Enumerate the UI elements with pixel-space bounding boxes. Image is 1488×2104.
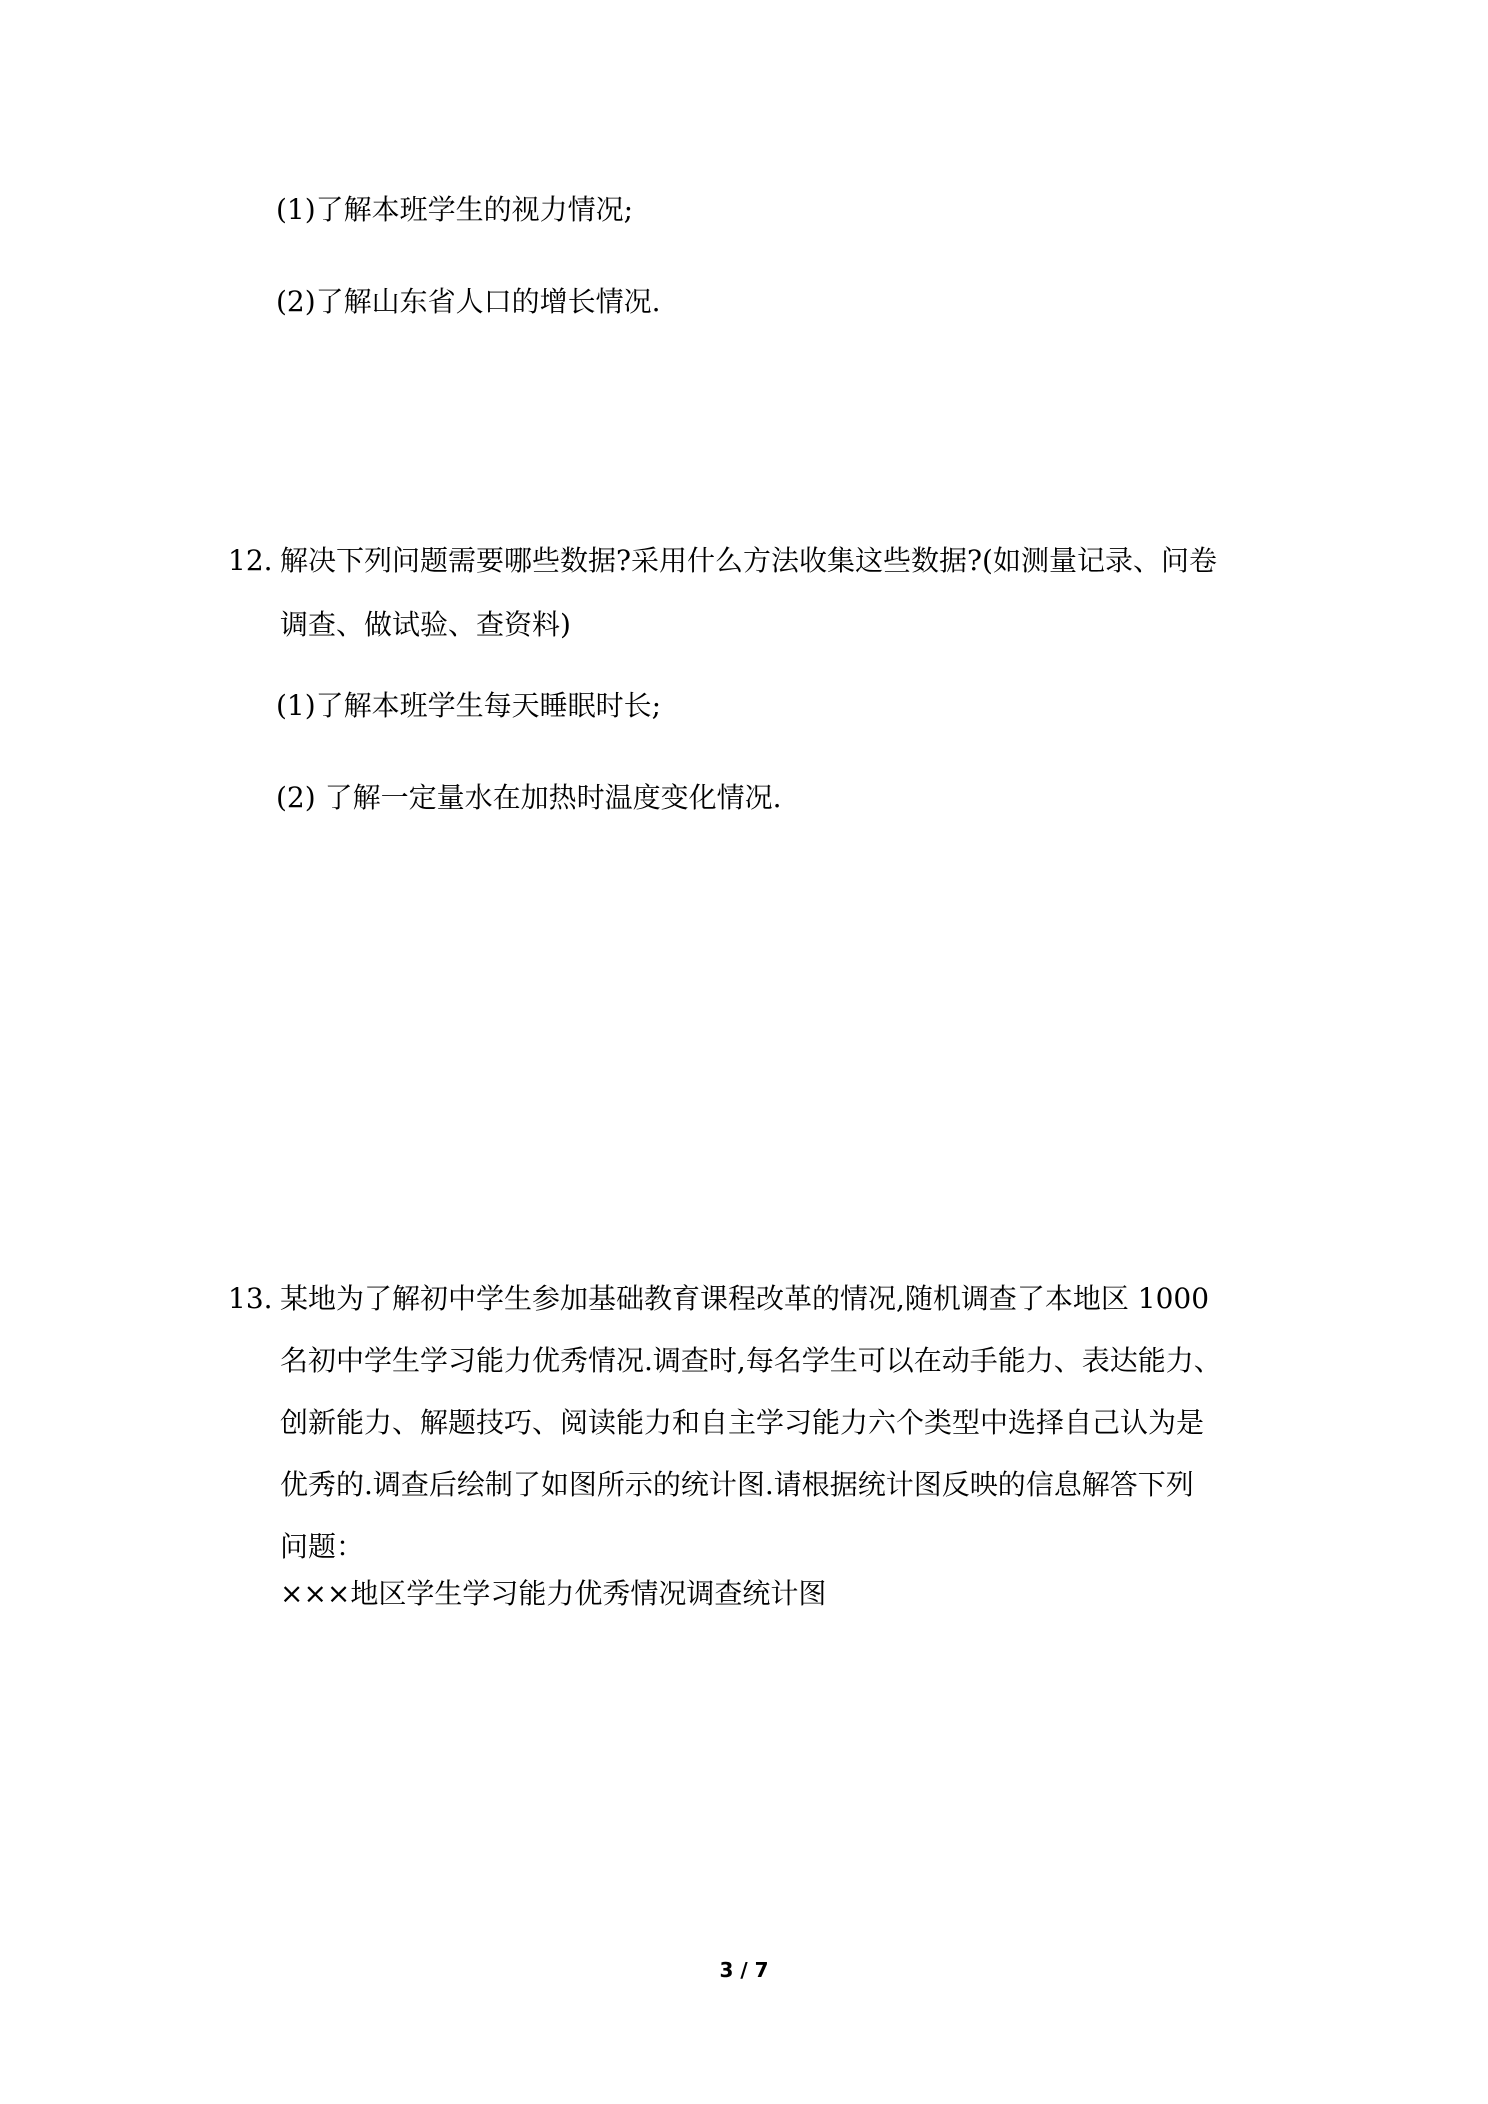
q13-stem-line-1: 某地为了解初中学生参加基础教育课程改革的情况,随机调查了本地区 1000 [280,1282,1210,1315]
q13-stem-line-5: 问题： [280,1530,365,1563]
q13-stem-line-3: 创新能力、解题技巧、阅读能力和自主学习能力六个类型中选择自己认为是 [280,1406,1205,1439]
q12-item-2: (2) 了解一定量水在加热时温度变化情况. [276,781,782,814]
q12-stem-line-2: 调查、做试验、查资料) [280,608,571,641]
q12-number: 12. [228,544,273,577]
q12-stem-line-1: 解决下列问题需要哪些数据?采用什么方法收集这些数据?(如测量记录、问卷 [280,544,1217,577]
q13-stem-line-4: 优秀的.调查后绘制了如图所示的统计图.请根据统计图反映的信息解答下列 [280,1468,1194,1501]
q13-stem-line-2: 名初中学生学习能力优秀情况.调查时,每名学生可以在动手能力、表达能力、 [280,1344,1222,1377]
q13-chart-caption: ×××地区学生学习能力优秀情况调查统计图 [280,1577,827,1610]
q11-item-1: (1)了解本班学生的视力情况; [276,193,634,226]
q12-item-1: (1)了解本班学生每天睡眠时长; [276,689,662,722]
q13-number: 13. [228,1282,273,1315]
q11-item-2: (2)了解山东省人口的增长情况. [276,285,661,318]
page-number: 3 / 7 [719,1958,769,1982]
